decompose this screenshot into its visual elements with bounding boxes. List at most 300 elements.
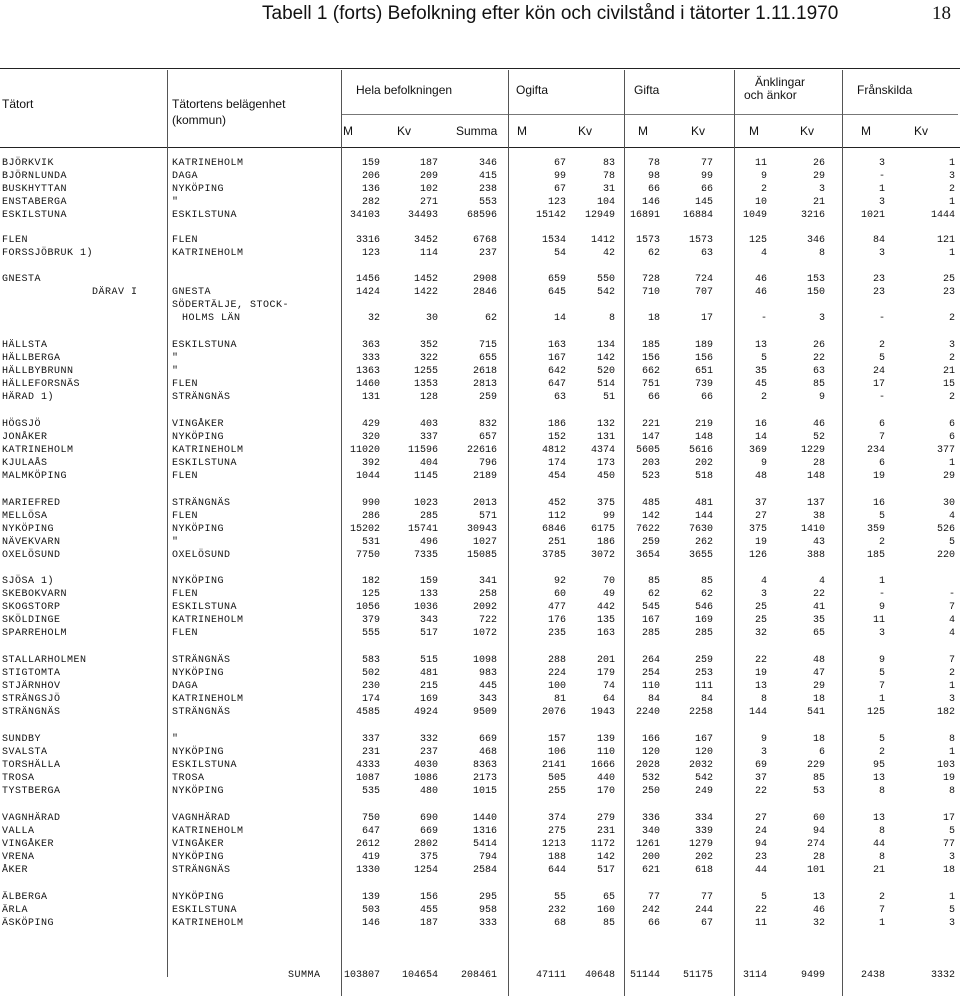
row-value: 1261	[635, 839, 660, 850]
row-value: 6	[948, 432, 955, 443]
row-value: 46	[812, 905, 825, 916]
row-value: 142	[596, 353, 615, 364]
row-value: 8	[878, 826, 885, 837]
row-value: 121	[936, 235, 955, 246]
row-value: 159	[361, 158, 380, 169]
row-value: 63	[812, 366, 825, 377]
row-value: 1460	[355, 379, 380, 390]
row-value: 92	[553, 576, 566, 587]
row-value: 26	[812, 158, 825, 169]
row-value: 18	[942, 865, 955, 876]
row-value: 44	[754, 865, 767, 876]
row-value: 32	[812, 918, 825, 929]
row-value: 3	[760, 747, 767, 758]
row-kommun: TROSA	[172, 773, 205, 784]
row-value: 234	[866, 445, 885, 456]
row-value: 359	[866, 524, 885, 535]
row-value: 120	[694, 747, 713, 758]
row-value: 518	[694, 471, 713, 482]
row-value: 3216	[800, 210, 825, 221]
row-value: 320	[361, 432, 380, 443]
row-value: 651	[694, 366, 713, 377]
row-value: 542	[694, 773, 713, 784]
row-value: 11	[754, 158, 767, 169]
row-value: 189	[694, 340, 713, 351]
row-value: 5	[878, 353, 885, 364]
row-value: 288	[547, 655, 566, 666]
row-value: 5	[760, 892, 767, 903]
row-value: 3654	[635, 550, 660, 561]
row-value: 4	[760, 248, 767, 259]
row-kommun: SÖDERTÄLJE, STOCK-	[172, 300, 290, 311]
row-value: 392	[361, 458, 380, 469]
row-kommun: ESKILSTUNA	[172, 602, 238, 613]
summa-value: 51175	[682, 970, 713, 981]
row-value: 11	[754, 918, 767, 929]
row-value: 85	[647, 576, 660, 587]
row-value: 1072	[472, 628, 497, 639]
row-value: 170	[596, 786, 615, 797]
row-value: 4333	[355, 760, 380, 771]
row-value: 2612	[355, 839, 380, 850]
row-value: 238	[478, 184, 497, 195]
row-value: 63	[700, 248, 713, 259]
row-value: 166	[641, 734, 660, 745]
row-value: 26	[812, 340, 825, 351]
subheader-gifta-kv: Kv	[691, 124, 706, 138]
row-value: 34103	[349, 210, 380, 221]
row-value: 647	[361, 826, 380, 837]
row-value: 49	[602, 589, 615, 600]
row-value: 7	[878, 432, 885, 443]
header-och-ankor: och änkor	[744, 88, 797, 102]
row-kommun: STRÄNGNÄS	[172, 655, 231, 666]
row-value: 5	[878, 734, 885, 745]
row-value: 5616	[688, 445, 713, 456]
row-kommun: KATRINEHOLM	[172, 694, 244, 705]
row-value: 7630	[688, 524, 713, 535]
row-value: 110	[641, 681, 660, 692]
row-tatort: HÄLLEFORSNÄS	[2, 379, 81, 390]
row-value: 1	[948, 892, 955, 903]
row-value: 186	[596, 537, 615, 548]
row-value: 1145	[413, 471, 438, 482]
row-value: 25	[942, 274, 955, 285]
row-value: 16884	[682, 210, 713, 221]
row-value: 983	[478, 668, 497, 679]
row-value: 19	[754, 668, 767, 679]
row-value: 15	[942, 379, 955, 390]
subheader-franskilda-m: M	[861, 124, 871, 138]
row-value: 553	[478, 197, 497, 208]
summa-value: 9499	[800, 970, 825, 981]
row-tatort: HÄLLSTA	[2, 340, 48, 351]
row-value: 8	[878, 852, 885, 863]
row-value: 4	[818, 576, 825, 587]
row-value: 6768	[472, 235, 497, 246]
row-value: 9	[878, 655, 885, 666]
row-value: 669	[478, 734, 497, 745]
row-value: 77	[647, 892, 660, 903]
row-kommun: VAGNHÄRAD	[172, 813, 231, 824]
row-value: 4924	[413, 707, 438, 718]
row-value: 44	[872, 839, 885, 850]
row-value: 32	[754, 628, 767, 639]
row-value: 37	[754, 773, 767, 784]
subheader-hela-summa: Summa	[456, 124, 498, 138]
row-value: 388	[806, 550, 825, 561]
row-tatort: NÄVEKVARN	[2, 537, 61, 548]
row-value: 4030	[413, 760, 438, 771]
row-value: 13	[812, 892, 825, 903]
row-value: 85	[812, 773, 825, 784]
row-value: 523	[641, 471, 660, 482]
row-value: 1087	[355, 773, 380, 784]
row-value: 132	[596, 419, 615, 430]
header-gifta: Gifta	[634, 83, 660, 97]
row-value: 3655	[688, 550, 713, 561]
row-value: 16891	[629, 210, 660, 221]
row-kommun: VINGÅKER	[172, 419, 225, 430]
row-value: 29	[812, 681, 825, 692]
row-value: 2173	[472, 773, 497, 784]
row-value: 22	[754, 655, 767, 666]
row-value: 1098	[472, 655, 497, 666]
row-value: 250	[641, 786, 660, 797]
row-value: 176	[547, 615, 566, 626]
row-value: 7335	[413, 550, 438, 561]
row-value: 2802	[413, 839, 438, 850]
row-value: 163	[596, 628, 615, 639]
row-value: 379	[361, 615, 380, 626]
row-value: 13	[872, 813, 885, 824]
row-value: 1316	[472, 826, 497, 837]
row-value: 99	[602, 511, 615, 522]
row-value: 85	[602, 918, 615, 929]
row-value: 81	[553, 694, 566, 705]
row-value: 123	[547, 197, 566, 208]
row-value: 1424	[355, 287, 380, 298]
row-value: 9	[818, 392, 825, 403]
row-tatort: ÄLBERGA	[2, 892, 48, 903]
summa-value: 3114	[742, 970, 767, 981]
row-value: 25	[754, 602, 767, 613]
row-value: 5	[948, 537, 955, 548]
header-belagenhet: Tätortens belägenhet	[172, 97, 286, 111]
row-value: 42	[602, 248, 615, 259]
row-value: 131	[361, 392, 380, 403]
row-value: 30943	[466, 524, 497, 535]
row-value: 3	[948, 694, 955, 705]
row-value: 3	[948, 340, 955, 351]
row-value: 468	[478, 747, 497, 758]
row-value: 452	[547, 498, 566, 509]
row-value: 163	[547, 340, 566, 351]
row-kommun: OXELÖSUND	[172, 550, 231, 561]
row-value: 85	[812, 379, 825, 390]
row-value: 24	[872, 366, 885, 377]
row-value: 67	[553, 158, 566, 169]
row-value: 282	[361, 197, 380, 208]
row-value: 336	[641, 813, 660, 824]
row-value: 137	[806, 498, 825, 509]
row-value: 229	[806, 760, 825, 771]
row-value: 135	[596, 615, 615, 626]
row-value: 404	[419, 458, 438, 469]
row-value: 1254	[413, 865, 438, 876]
row-value: 2141	[541, 760, 566, 771]
row-value: 48	[812, 655, 825, 666]
row-value: 333	[361, 353, 380, 364]
row-kommun: KATRINEHOLM	[172, 615, 244, 626]
row-value: 136	[361, 184, 380, 195]
row-value: 78	[647, 158, 660, 169]
row-value: 125	[866, 707, 885, 718]
row-tatort: HÖGSJÖ	[2, 419, 42, 430]
row-value: 19	[754, 537, 767, 548]
row-tatort: ÄSKÖPING	[2, 918, 55, 929]
row-kommun: "	[172, 353, 179, 364]
row-value: -	[948, 589, 955, 600]
row-value: 38	[812, 511, 825, 522]
row-value: 285	[694, 628, 713, 639]
row-value: 66	[647, 184, 660, 195]
row-value: 2076	[541, 707, 566, 718]
row-value: 1255	[413, 366, 438, 377]
row-value: 29	[942, 471, 955, 482]
row-value: 644	[547, 865, 566, 876]
row-value: 1	[878, 576, 885, 587]
subheader-ogifta-kv: Kv	[578, 124, 593, 138]
row-value: 334	[694, 813, 713, 824]
row-kommun: FLEN	[172, 589, 199, 600]
row-value: 16	[872, 498, 885, 509]
row-value: 173	[596, 458, 615, 469]
row-value: 106	[547, 747, 566, 758]
row-value: 2	[760, 184, 767, 195]
row-value: 1049	[742, 210, 767, 221]
row-value: 1023	[413, 498, 438, 509]
row-value: 1	[878, 184, 885, 195]
row-value: 112	[547, 511, 566, 522]
row-value: 110	[596, 747, 615, 758]
row-tatort: JONÅKER	[2, 432, 48, 443]
row-value: 146	[361, 918, 380, 929]
row-value: 98	[647, 171, 660, 182]
row-value: 6	[878, 458, 885, 469]
row-tatort: STRÄNGNÄS	[2, 707, 61, 718]
row-value: 4585	[355, 707, 380, 718]
row-value: 2584	[472, 865, 497, 876]
subheader-anklingar-m: M	[749, 124, 759, 138]
row-value: 18	[812, 734, 825, 745]
row-value: 13	[872, 773, 885, 784]
row-value: 4	[760, 576, 767, 587]
row-kommun: NYKÖPING	[172, 576, 225, 587]
row-value: 7622	[635, 524, 660, 535]
row-kommun: KATRINEHOLM	[172, 918, 244, 929]
row-value: 46	[754, 287, 767, 298]
row-value: 22616	[466, 445, 497, 456]
row-value: 2	[948, 184, 955, 195]
header-top-rule	[0, 68, 960, 69]
row-value: 41	[812, 602, 825, 613]
row-value: 541	[806, 707, 825, 718]
row-value: 1027	[472, 537, 497, 548]
row-value: 4	[948, 511, 955, 522]
row-value: 1353	[413, 379, 438, 390]
row-value: 63	[553, 392, 566, 403]
row-value: 352	[419, 340, 438, 351]
row-value: 5605	[635, 445, 660, 456]
row-value: 1279	[688, 839, 713, 850]
row-value: 153	[806, 274, 825, 285]
row-value: 1444	[930, 210, 955, 221]
row-value: 1	[948, 747, 955, 758]
row-value: 144	[748, 707, 767, 718]
row-value: 3	[760, 589, 767, 600]
row-value: 2813	[472, 379, 497, 390]
row-value: 23	[872, 274, 885, 285]
row-tatort: TORSHÄLLA	[2, 760, 61, 771]
row-value: 139	[361, 892, 380, 903]
row-value: 724	[694, 274, 713, 285]
row-value: 514	[596, 379, 615, 390]
row-value: 18	[812, 694, 825, 705]
row-value: 520	[596, 366, 615, 377]
row-value: 62	[647, 589, 660, 600]
row-value: -	[878, 589, 885, 600]
row-value: 796	[478, 458, 497, 469]
row-value: 1036	[413, 602, 438, 613]
row-value: 22	[754, 905, 767, 916]
row-value: 2908	[472, 274, 497, 285]
row-value: 285	[419, 511, 438, 522]
row-value: 30	[425, 313, 438, 324]
row-value: 142	[596, 852, 615, 863]
row-value: 100	[547, 681, 566, 692]
row-value: 237	[478, 248, 497, 259]
row-value: 659	[547, 274, 566, 285]
header-kommun: (kommun)	[172, 113, 227, 127]
row-kommun: STRÄNGNÄS	[172, 498, 231, 509]
row-kommun: NYKÖPING	[172, 892, 225, 903]
row-value: 48	[754, 471, 767, 482]
row-value: 209	[419, 171, 438, 182]
row-value: 10	[754, 197, 767, 208]
header-bottom-rule	[0, 147, 960, 148]
row-value: 442	[596, 602, 615, 613]
row-value: 517	[419, 628, 438, 639]
row-value: 728	[641, 274, 660, 285]
row-value: 46	[754, 274, 767, 285]
row-value: 503	[361, 905, 380, 916]
row-tatort: SVALSTA	[2, 747, 48, 758]
row-value: 68	[553, 918, 566, 929]
row-value: 531	[361, 537, 380, 548]
row-value: 43	[812, 537, 825, 548]
row-value: 145	[694, 197, 713, 208]
row-tatort: VRENA	[2, 852, 35, 863]
row-kommun: FLEN	[172, 628, 199, 639]
row-tatort: VAGNHÄRAD	[2, 813, 61, 824]
row-value: 1452	[413, 274, 438, 285]
row-value: 104	[596, 197, 615, 208]
row-value: 2618	[472, 366, 497, 377]
row-value: 65	[812, 628, 825, 639]
row-value: 69	[754, 760, 767, 771]
row-value: 481	[694, 498, 713, 509]
row-tatort: HÄLLBYBRUNN	[2, 366, 74, 377]
row-value: 363	[361, 340, 380, 351]
row-value: 1	[948, 158, 955, 169]
row-value: 131	[596, 432, 615, 443]
row-value: 669	[419, 826, 438, 837]
row-value: 128	[419, 392, 438, 403]
row-value: 60	[553, 589, 566, 600]
row-value: 11596	[407, 445, 438, 456]
row-tatort: STIGTOMTA	[2, 668, 61, 679]
row-value: 1	[948, 197, 955, 208]
row-tatort: MALMKÖPING	[2, 471, 68, 482]
row-value: 95	[872, 760, 885, 771]
row-tatort: BUSKHYTTAN	[2, 184, 68, 195]
row-tatort: ÄRLA	[2, 905, 29, 916]
row-tatort: TYSTBERGA	[2, 786, 61, 797]
row-value: 202	[694, 852, 713, 863]
row-value: 2	[878, 340, 885, 351]
row-value: 642	[547, 366, 566, 377]
row-value: 1021	[860, 210, 885, 221]
row-value: 7	[878, 905, 885, 916]
row-value: 179	[596, 668, 615, 679]
row-value: 235	[547, 628, 566, 639]
row-value: 231	[596, 826, 615, 837]
row-kommun: KATRINEHOLM	[172, 826, 244, 837]
row-value: 167	[641, 615, 660, 626]
row-kommun: DAGA	[172, 681, 199, 692]
row-value: 1213	[541, 839, 566, 850]
row-kommun: ESKILSTUNA	[172, 905, 238, 916]
row-value: 62	[484, 313, 497, 324]
row-value: 542	[596, 287, 615, 298]
row-value: 103	[936, 760, 955, 771]
row-value: 182	[361, 576, 380, 587]
row-value: 253	[694, 668, 713, 679]
row-tatort: VINGÅKER	[2, 839, 55, 850]
row-value: 2	[948, 353, 955, 364]
row-value: 185	[866, 550, 885, 561]
summa-label: SUMMA	[288, 970, 321, 981]
row-value: 255	[547, 786, 566, 797]
row-value: 206	[361, 171, 380, 182]
row-value: 8	[878, 786, 885, 797]
row-value: 657	[478, 432, 497, 443]
row-value: 750	[361, 813, 380, 824]
row-tatort: TROSA	[2, 773, 35, 784]
subheader-hela-m: M	[343, 124, 353, 138]
row-value: 65	[602, 892, 615, 903]
row-tatort: ESKILSTUNA	[2, 210, 68, 221]
row-value: 219	[694, 419, 713, 430]
row-value: 264	[641, 655, 660, 666]
row-value: 99	[553, 171, 566, 182]
col-divider-belagenhet	[167, 70, 168, 977]
row-value: 341	[478, 576, 497, 587]
row-value: 555	[361, 628, 380, 639]
row-value: 1330	[355, 865, 380, 876]
row-tatort: SPARREHOLM	[2, 628, 68, 639]
